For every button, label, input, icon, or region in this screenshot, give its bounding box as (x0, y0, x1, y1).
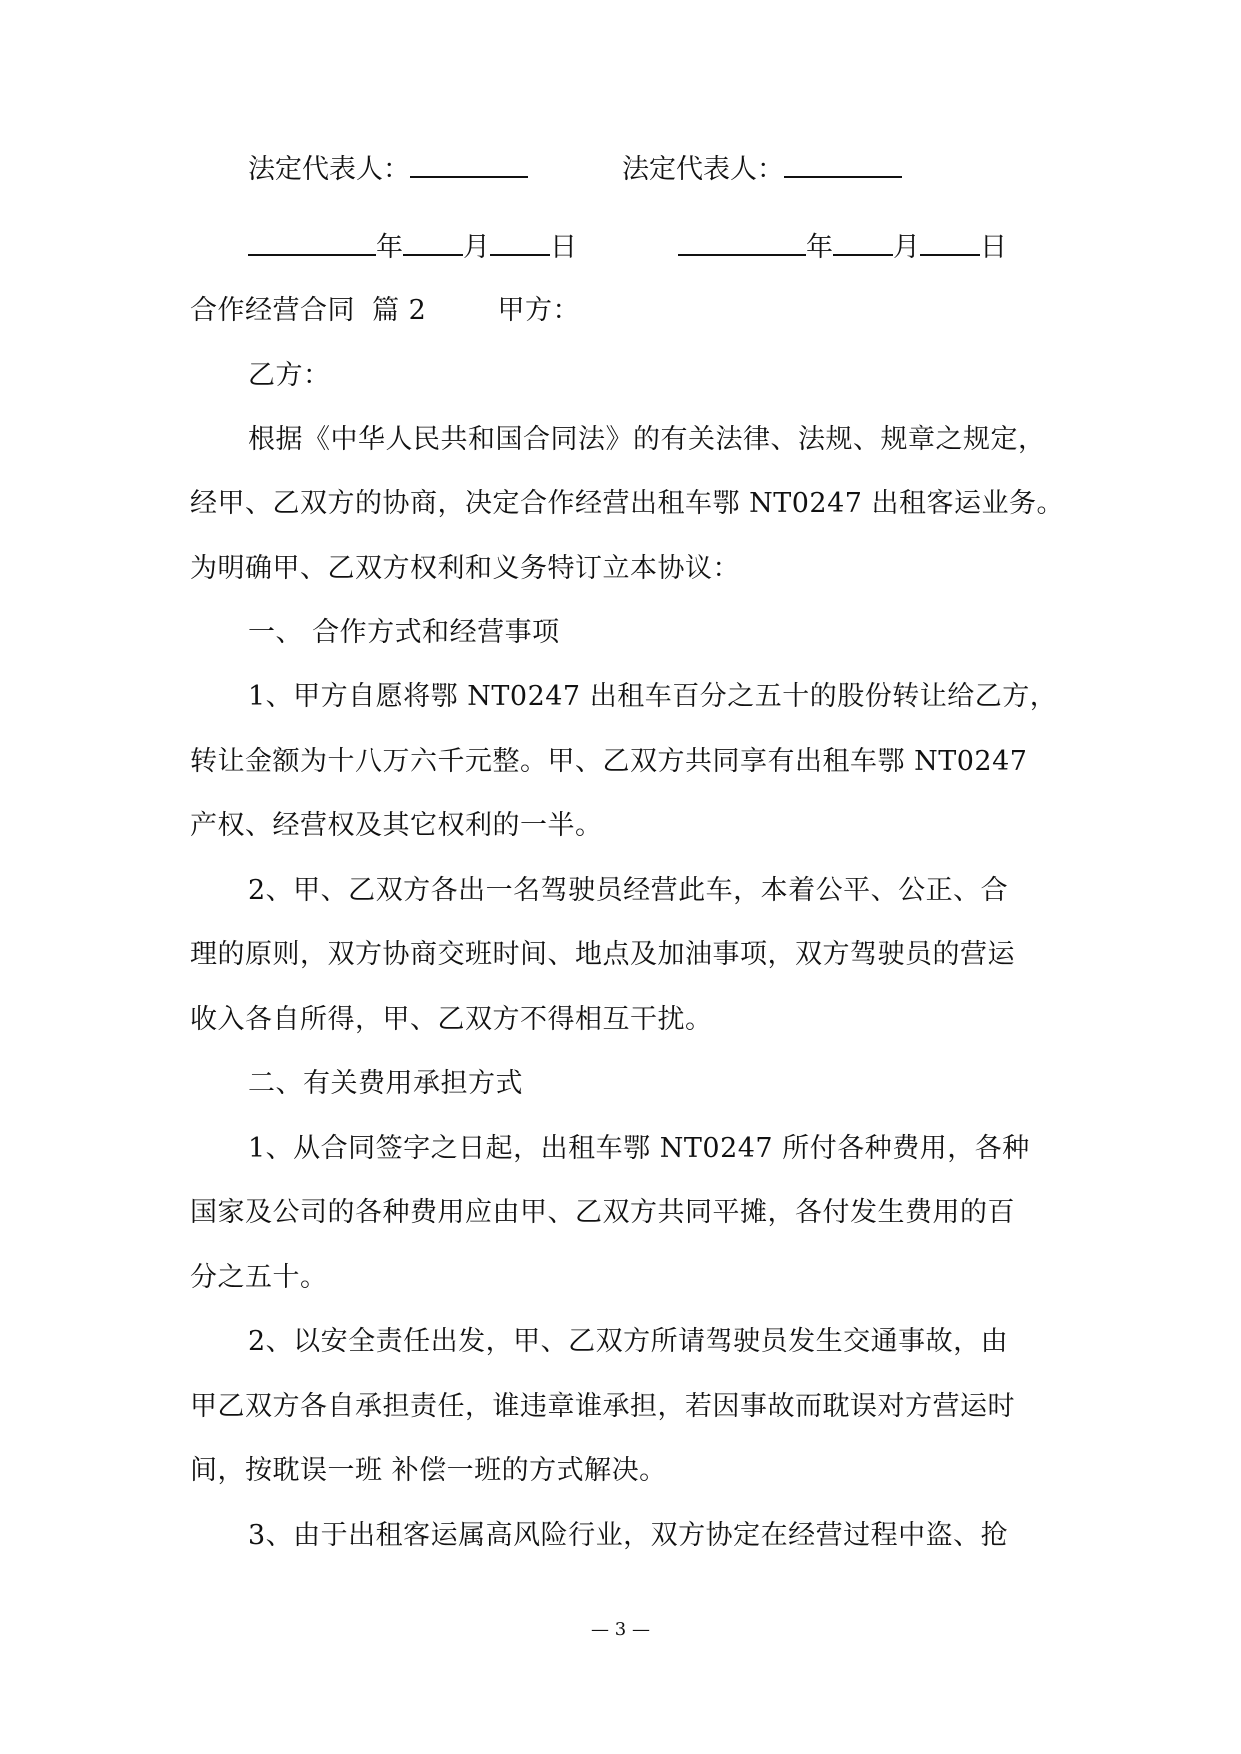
contract-heading (190, 293, 580, 329)
left-day-blank (490, 228, 550, 256)
body-line: 1、甲方自愿将鄂 NT0247 出租车百分之五十的股份转让给乙方， (248, 681, 1058, 712)
right-date (678, 228, 1007, 266)
body-line: 2、甲、乙双方各出一名驾驶员经营此车，本着公平、公正、合 (248, 875, 1009, 906)
right-rep-label: 法定代表人： (622, 154, 784, 185)
right-year-blank (678, 228, 806, 256)
body-line: 转让金额为十八万六千元整。甲、乙双方共同享有出租车鄂 NT0247 (190, 746, 1028, 777)
body-line: 收入各自所得，甲、乙双方不得相互干扰。 (190, 1004, 713, 1035)
body-line: 间，按耽误一班 补偿一班的方式解决。 (190, 1455, 667, 1486)
contract-title: 合作经营合同 (190, 295, 355, 326)
section-heading: 二、有关费用承担方式 (248, 1068, 523, 1099)
left-year-blank (248, 228, 376, 256)
left-representative (248, 150, 528, 188)
left-day-label: 日 (550, 232, 577, 263)
body-line: 产权、经营权及其它权利的一半。 (190, 810, 603, 841)
body-line: 甲乙双方各自承担责任，谁违章谁承担，若因事故而耽误对方营运时 (190, 1391, 1015, 1422)
body-line: 分之五十。 (190, 1262, 328, 1293)
left-rep-blank (410, 150, 528, 178)
right-month-blank (833, 228, 893, 256)
right-rep-blank (784, 150, 902, 178)
body-line: 国家及公司的各种费用应由甲、乙双方共同平摊，各付发生费用的百 (190, 1197, 1015, 1228)
left-date (248, 228, 577, 266)
left-rep-label: 法定代表人： (248, 154, 410, 185)
body-line: 根据《中华人民共和国合同法》的有关法律、法规、规章之规定， (248, 424, 1046, 455)
party-a-label: 甲方： (497, 295, 580, 326)
right-day-blank (920, 228, 980, 256)
body-line: 为明确甲、乙双方权利和义务特订立本协议： (190, 553, 740, 584)
party-b-label: 乙方： (248, 360, 331, 391)
left-year-label: 年 (376, 232, 403, 263)
body-line: 3、由于出租客运属高风险行业，双方协定在经营过程中盗、抢 (248, 1520, 1009, 1551)
body-line: 1、从合同签字之日起，出租车鄂 NT0247 所付各种费用，各种 (248, 1133, 1030, 1164)
section-heading: 一、 合作方式和经营事项 (248, 617, 560, 648)
right-month-label: 月 (893, 232, 920, 263)
right-year-label: 年 (806, 232, 833, 263)
body-line: 2、以安全责任出发，甲、乙双方所请驾驶员发生交通事故，由 (248, 1326, 1009, 1357)
contract-part: 篇 2 (372, 295, 427, 326)
right-day-label: 日 (980, 232, 1007, 263)
left-month-label: 月 (463, 232, 490, 263)
left-month-blank (403, 228, 463, 256)
right-representative (622, 150, 902, 188)
body-line: 经甲、乙双方的协商，决定合作经营出租车鄂 NT0247 出租客运业务。 (190, 488, 1065, 519)
page-number: — 3 — (591, 1619, 650, 1640)
body-line: 理的原则，双方协商交班时间、地点及加油事项，双方驾驶员的营运 (190, 939, 1015, 970)
